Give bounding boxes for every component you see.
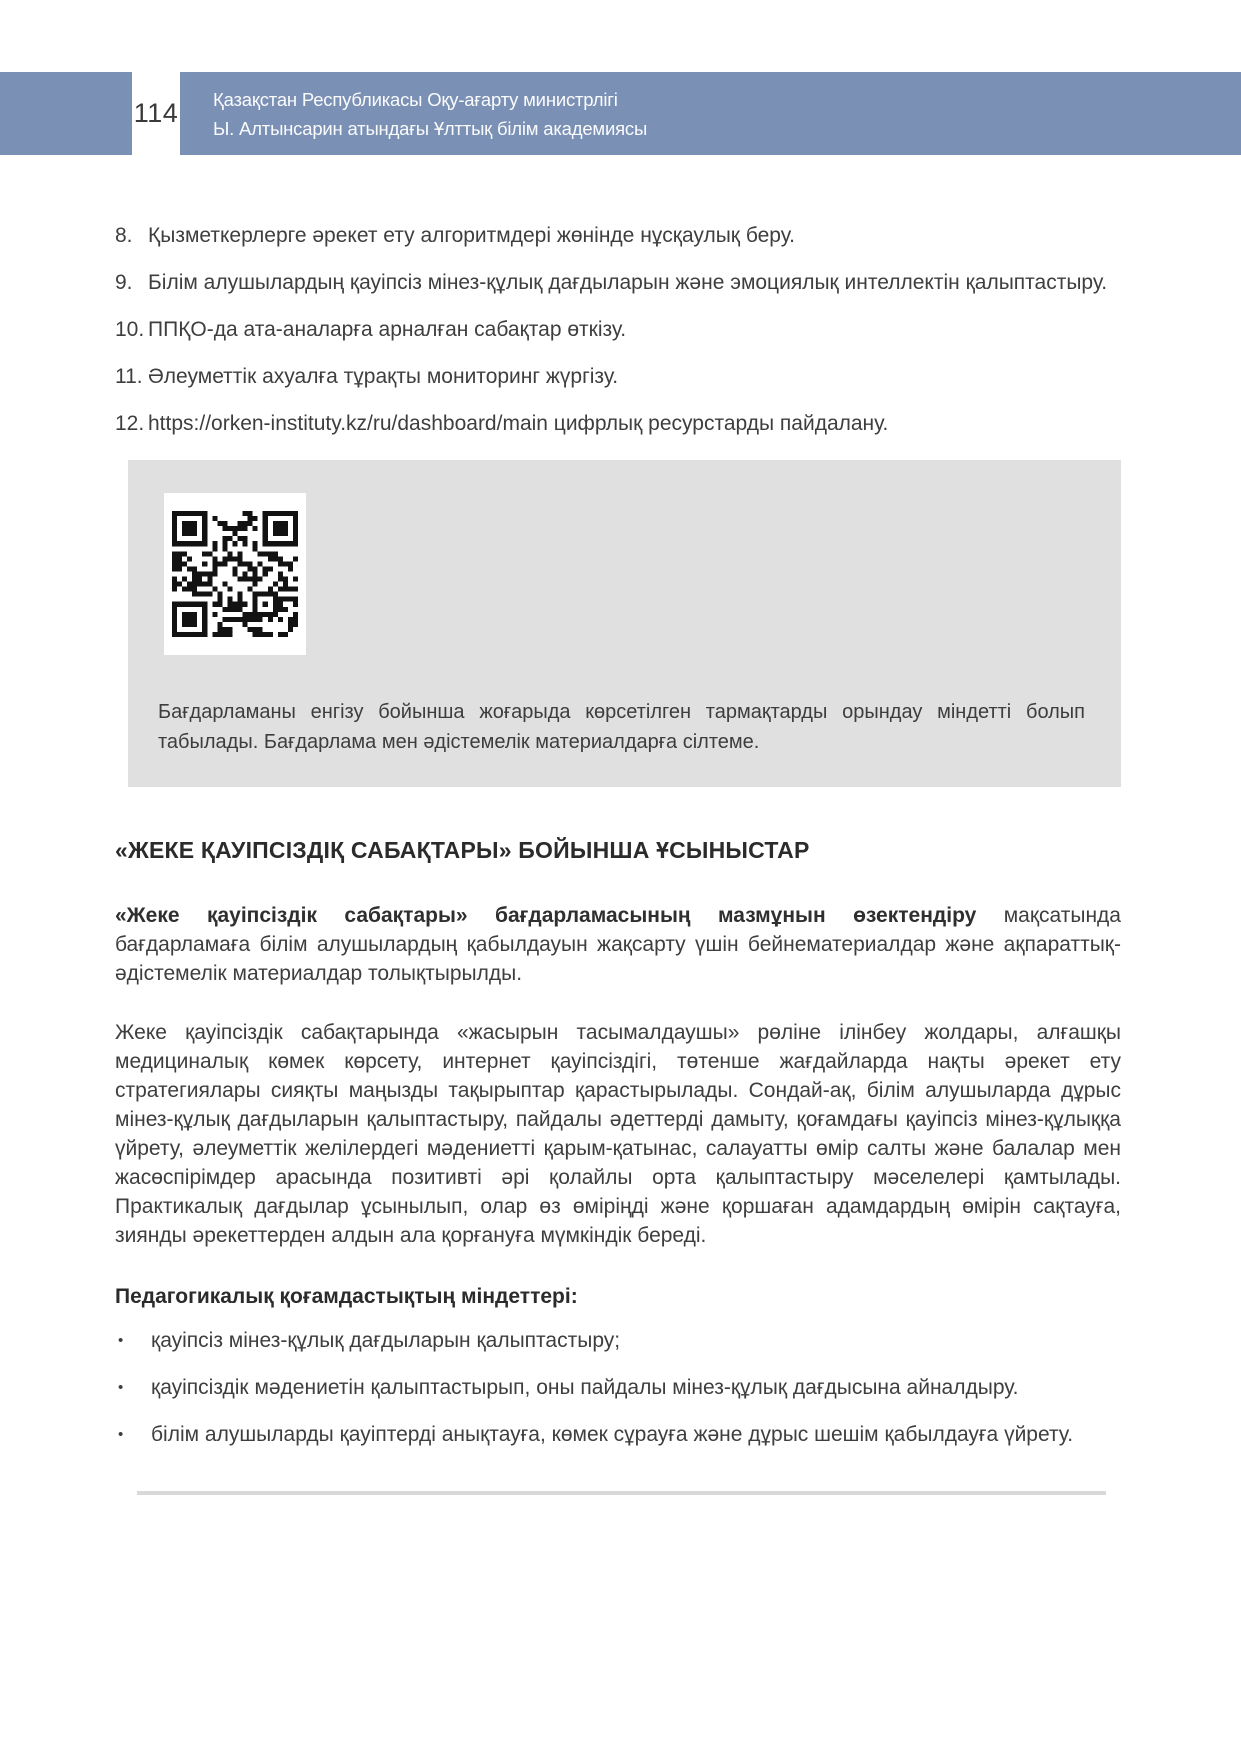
page-number: 114 xyxy=(133,98,179,128)
list-item-text: Әлеуметтік ахуалға тұрақты мониторинг жүргізу. xyxy=(148,365,619,388)
list-item-number: 12. xyxy=(115,412,145,435)
list-item xyxy=(115,409,1121,438)
bullet-item-text: білім алушыларды қауіптерді анықтауға, көмек сұрауға және дұрыс шешім қабылдауға үйрету. xyxy=(151,1423,1074,1446)
bullet-icon: • xyxy=(118,1426,124,1443)
bullet-item-text: қауіпсіз мінез-құлық дағдыларын қалыптастыру; xyxy=(151,1329,621,1352)
lead-paragraph-bold: «Жеке қауіпсіздік сабақтары» бағдарламасының мазмұнын өзектендіру xyxy=(115,904,977,927)
qr-code-icon xyxy=(172,511,298,637)
list-item xyxy=(115,221,1121,250)
list-item-number: 8. xyxy=(115,224,133,247)
bottom-divider xyxy=(137,1491,1106,1495)
list-item xyxy=(115,362,1121,391)
list-item-number: 10. xyxy=(115,318,145,341)
list-item-number: 11. xyxy=(115,365,143,388)
bullet-item xyxy=(115,1373,1121,1402)
bullet-item xyxy=(115,1420,1121,1449)
lead-paragraph xyxy=(115,901,1121,988)
numbered-list xyxy=(115,221,1121,438)
list-item-text: ППҚО-да ата-аналарға арналған сабақтар өткізу. xyxy=(148,318,627,341)
header-ministry-line: Қазақстан Республикасы Оқу-ағарту министрлігі xyxy=(213,88,618,110)
header-band xyxy=(180,72,1241,155)
list-item-number: 9. xyxy=(115,271,133,294)
list-item xyxy=(115,268,1121,297)
bullet-icon: • xyxy=(118,1379,124,1396)
bullet-icon: • xyxy=(118,1332,124,1349)
bullet-item-text: қауіпсіздік мәдениетін қалыптастырып, оны пайдалы мінез-құлық дағдысына айналдыру. xyxy=(151,1376,1019,1399)
header-academy-line: Ы. Алтынсарин атындағы Ұлттық білім академиясы xyxy=(213,117,648,139)
tasks-heading: Педагогикалық қоғамдастықтың міндеттері: xyxy=(115,1285,578,1308)
list-item-url-text: https://orken-instituty.kz/ru/dashboard/main цифрлық ресурстарды пайдалану. xyxy=(148,412,889,435)
bullet-list xyxy=(115,1326,1121,1449)
note-box xyxy=(128,460,1121,787)
list-item xyxy=(115,315,1121,344)
qr-card xyxy=(164,493,306,655)
lead-paragraph-rest: мақсатында бағдарламаға білім алушылардың қабылдауын жақсарту үшін бейнематериалдар және ақпараттық-әдістемелік материалдар толықтырылды. xyxy=(115,904,1121,985)
list-item-text: Қызметкерлерге әрекет ету алгоритмдері жөнінде нұсқаулық беру. xyxy=(148,224,795,247)
page-header xyxy=(0,72,1241,155)
header-accent-block xyxy=(0,72,132,155)
bullet-item xyxy=(115,1326,1121,1355)
page-content xyxy=(0,155,1241,1495)
body-paragraph: Жеке қауіпсіздік сабақтарында «жасырын тасымалдаушы» рөліне ілінбеу жолдары, алғашқы медициналық көмек көрсету, интернет қауіпсіздігі, төтенше жағдайларда нақты әрекет ету стратегиялары сияқты маңызды тақырыптар қарастырылады. Сондай-ақ, білім алушыларда дұрыс мінез-құлық дағдыларын қалыптастыру, пайдалы әдеттерді дамыту, қоғамдағы қауіпсіз мінез-құлыққа үйрету, әлеуметтік желілердегі мәдениетті қарым-қатынас, салауатты өмір салты және балалар мен жасөспірімдер арасында позитивті әрі қолайлы орта қалыптастыру мәселелері қамтылады. Практикалық дағдылар ұсынылып, олар өз өміріңді және қоршаған адамдардың өмірін сақтауға, зиянды әрекеттерден алдын ала қорғануға мүмкіндік береді. xyxy=(115,1021,1121,1247)
list-item-text: Білім алушылардың қауіпсіз мінез-құлық дағдыларын және эмоциялық интеллектін қалыптастыру. xyxy=(148,271,1108,294)
note-caption: Бағдарламаны енгізу бойынша жоғарыда көрсетілген тармақтарды орындау міндетті болып табылады. Бағдарлама мен әдістемелік материалдарға сілтеме. xyxy=(158,701,1085,753)
section-heading: «ЖЕКЕ ҚАУІПСІЗДІҚ САБАҚТАРЫ» БОЙЫНША ҰСЫНЫСТАР xyxy=(115,837,810,863)
